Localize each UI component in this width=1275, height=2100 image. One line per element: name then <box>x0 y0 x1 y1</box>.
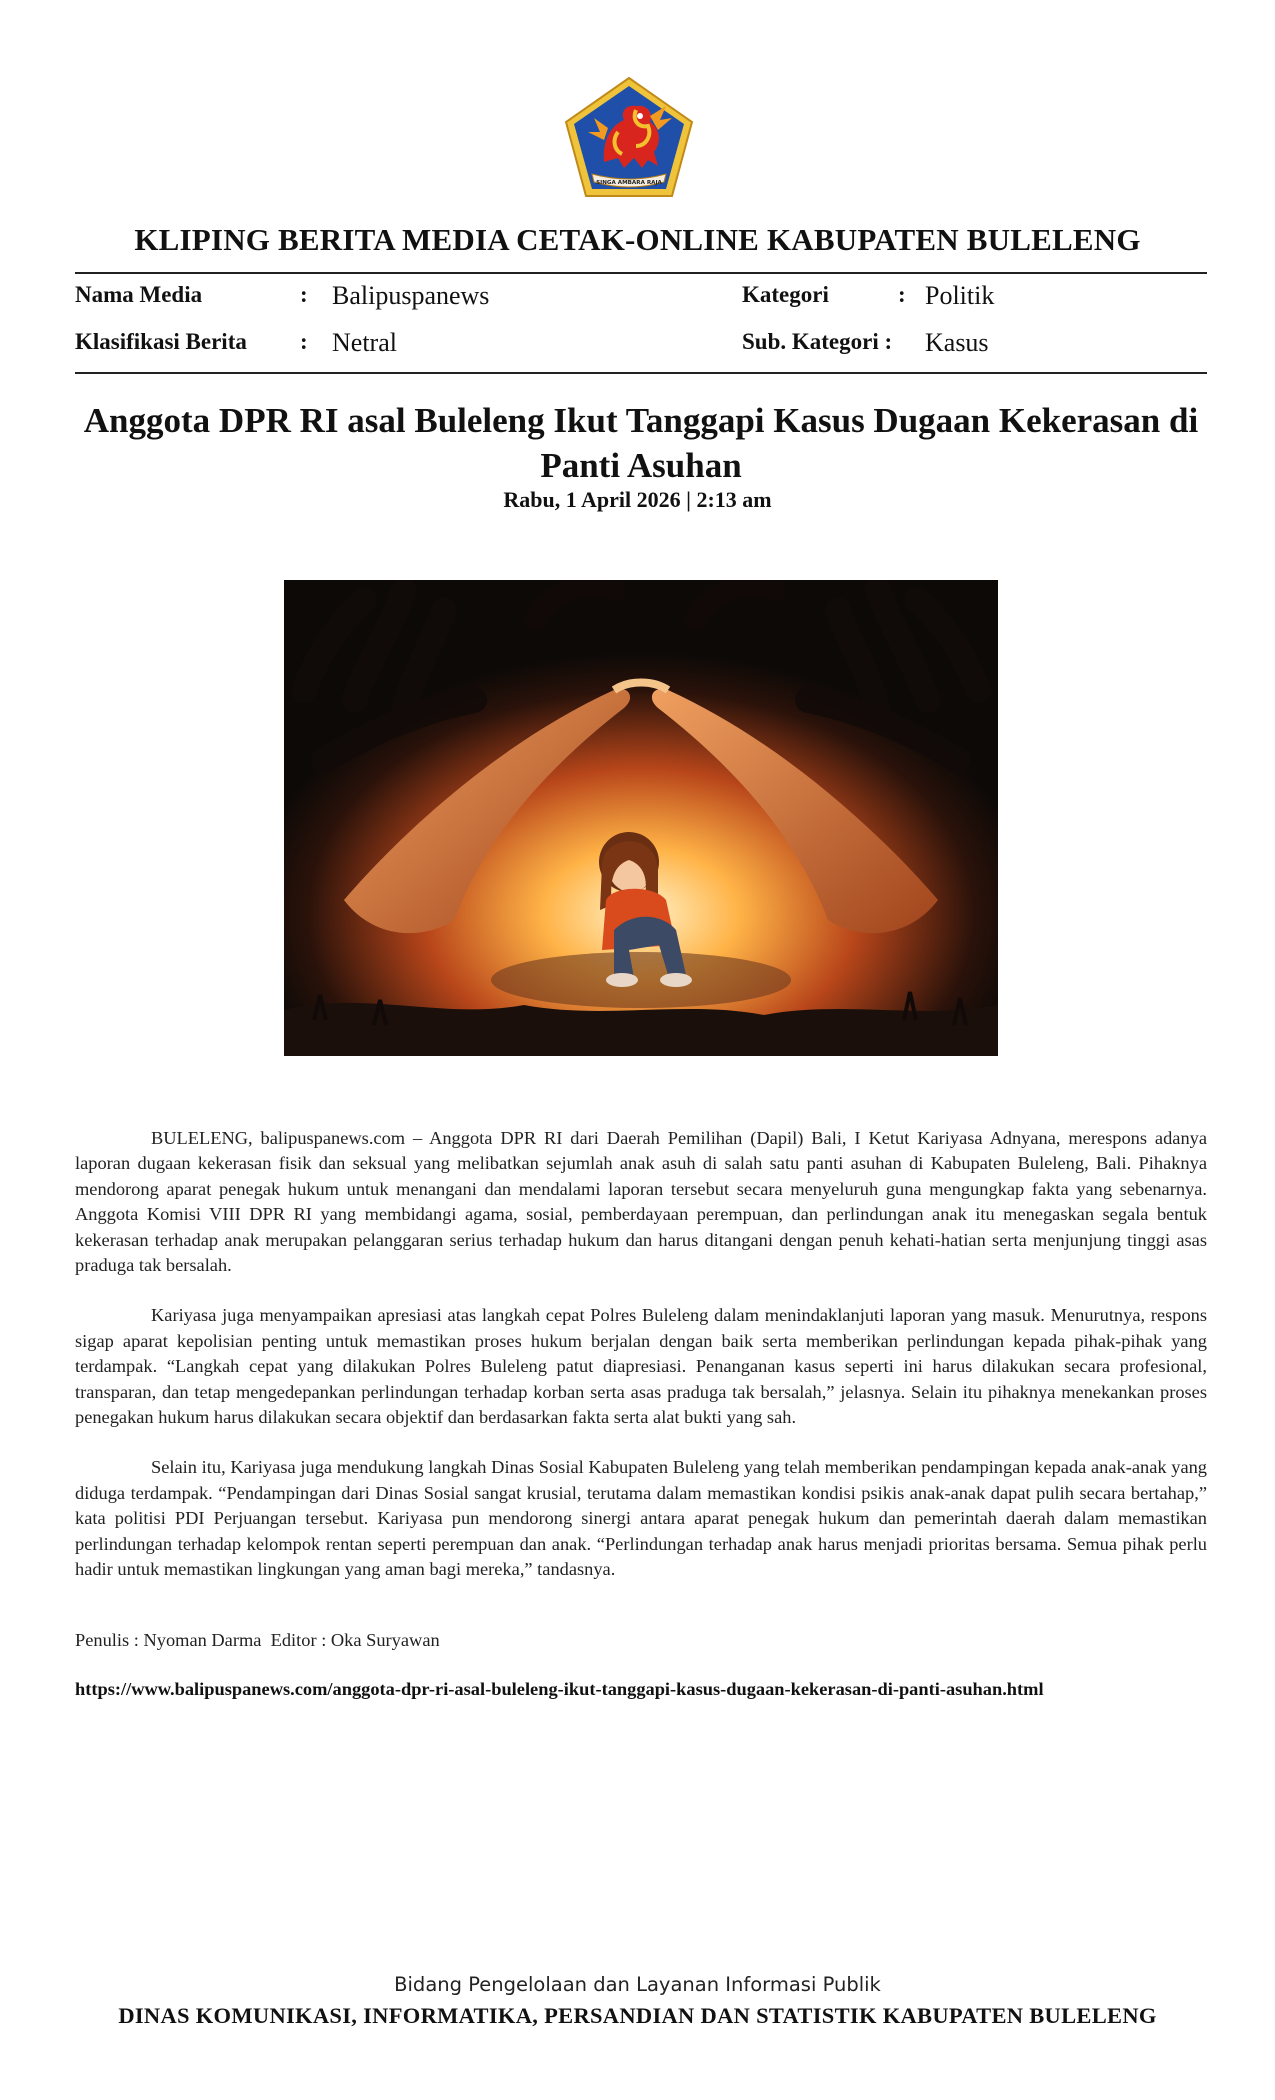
kategori-colon: : <box>898 282 906 307</box>
clipping-heading: KLIPING BERITA MEDIA CETAK-ONLINE KABUPATEN BULELENG <box>134 222 1141 257</box>
media-label: Nama Media <box>75 282 203 307</box>
bottom-rule <box>75 372 1207 374</box>
subkategori-label: Sub. Kategori : <box>742 329 893 354</box>
klasifikasi-label: Klasifikasi Berita <box>75 329 247 354</box>
article-date: Rabu, 1 April 2026 | 2:13 am <box>503 487 772 512</box>
article-paragraph: Kariyasa juga menyampaikan apresiasi atas langkah cepat Polres Buleleng dalam menindaklanjuti laporan yang masuk. Menurutnya, respons sigap aparat kepolisian penting untuk memastikan proses hukum berjalan dengan baik serta memberikan perlindungan kepada pihak-pihak yang terdampak. “Langkah cepat yang dilakukan Polres Buleleng patut diapresiasi. Penanganan kasus seperti ini harus dilakukan secara profesional, transparan, dan tetap mengedepankan perlindungan terhadap korban serta asas praduga tak bersalah,” jelasnya. Selain itu pihaknya menekankan proses penegakan hukum harus dilakukan secara objektif dan berdasarkan fakta serta alat bukti yang sah. <box>75 1305 1207 1428</box>
footer-department: Bidang Pengelolaan dan Layanan Informasi Publik <box>394 1973 881 1996</box>
article-credits <box>75 1630 440 1651</box>
kategori-value: Politik <box>925 281 995 310</box>
top-rule <box>75 272 1207 274</box>
article-paragraph: Selain itu, Kariyasa juga mendukung langkah Dinas Sosial Kabupaten Buleleng yang telah memberikan pendampingan kepada anak-anak yang diduga terdampak. “Pendampingan dari Dinas Sosial sangat krusial, terutama dalam memastikan kondisi psikis anak-anak dapat pulih secara bertahap,” kata politisi PDI Perjuangan tersebut. Kariyasa pun mendorong sinergi antara aparat penegak hukum dan pemerintah daerah dalam memastikan perlindungan terhadap kelompok rentan seperti perempuan dan anak. “Perlindungan terhadap anak harus menjadi prioritas bersama. Semua pihak perlu hadir untuk memastikan lingkungan yang aman bagi mereka,” tandasnya. <box>75 1457 1207 1580</box>
media-colon: : <box>300 282 308 307</box>
klasifikasi-value: Netral <box>332 328 397 357</box>
source-url[interactable]: https://www.balipuspanews.com/anggota-dpr-ri-asal-buleleng-ikut-tanggapi-kasus-dugaan-kekerasan-di-panti-asuhan.html <box>75 1679 1044 1699</box>
klasifikasi-colon: : <box>300 329 308 354</box>
logo-motto: SINGA AMBARA RAJA <box>596 180 662 186</box>
article-body <box>75 1126 1207 1608</box>
credits-text: Penulis : Nyoman Darma Editor : Oka Suryawan <box>75 1630 440 1650</box>
media-value: Balipuspanews <box>332 281 490 310</box>
article-title: Anggota DPR RI asal Buleleng Ikut Tanggapi Kasus Dugaan Kekerasan di Panti Asuhan <box>83 401 1199 485</box>
footer-organization: DINAS KOMUNIKASI, INFORMATIKA, PERSANDIAN DAN STATISTIK KABUPATEN BULELENG <box>118 2003 1157 2028</box>
kategori-label: Kategori <box>742 282 829 307</box>
article-paragraph: BULELENG, balipuspanews.com – Anggota DPR RI dari Daerah Pemilihan (Dapil) Bali, I Ketut Kariyasa Adnyana, merespons adanya laporan dugaan kekerasan fisik dan seksual yang melibatkan sejumlah anak asuh di salah satu panti asuhan di Kabupaten Buleleng, Bali. Pihaknya mendorong aparat penegak hukum untuk menangani dan mendalami laporan tersebut secara menyeluruh guna mengungkap fakta yang sebenarnya. Anggota Komisi VIII DPR RI yang membidangi agama, sosial, pemberdayaan perempuan, dan perlindungan anak itu menegaskan segala bentuk kekerasan terhadap anak merupakan pelanggaran serius terhadap hukum dan harus ditangani dengan penuh kehati-hatian serta menjunjung tinggi asas praduga tak bersalah. <box>75 1128 1207 1276</box>
subkategori-value: Kasus <box>925 328 989 357</box>
buleleng-regency-logo <box>562 76 696 200</box>
article-illustration <box>284 580 998 1056</box>
